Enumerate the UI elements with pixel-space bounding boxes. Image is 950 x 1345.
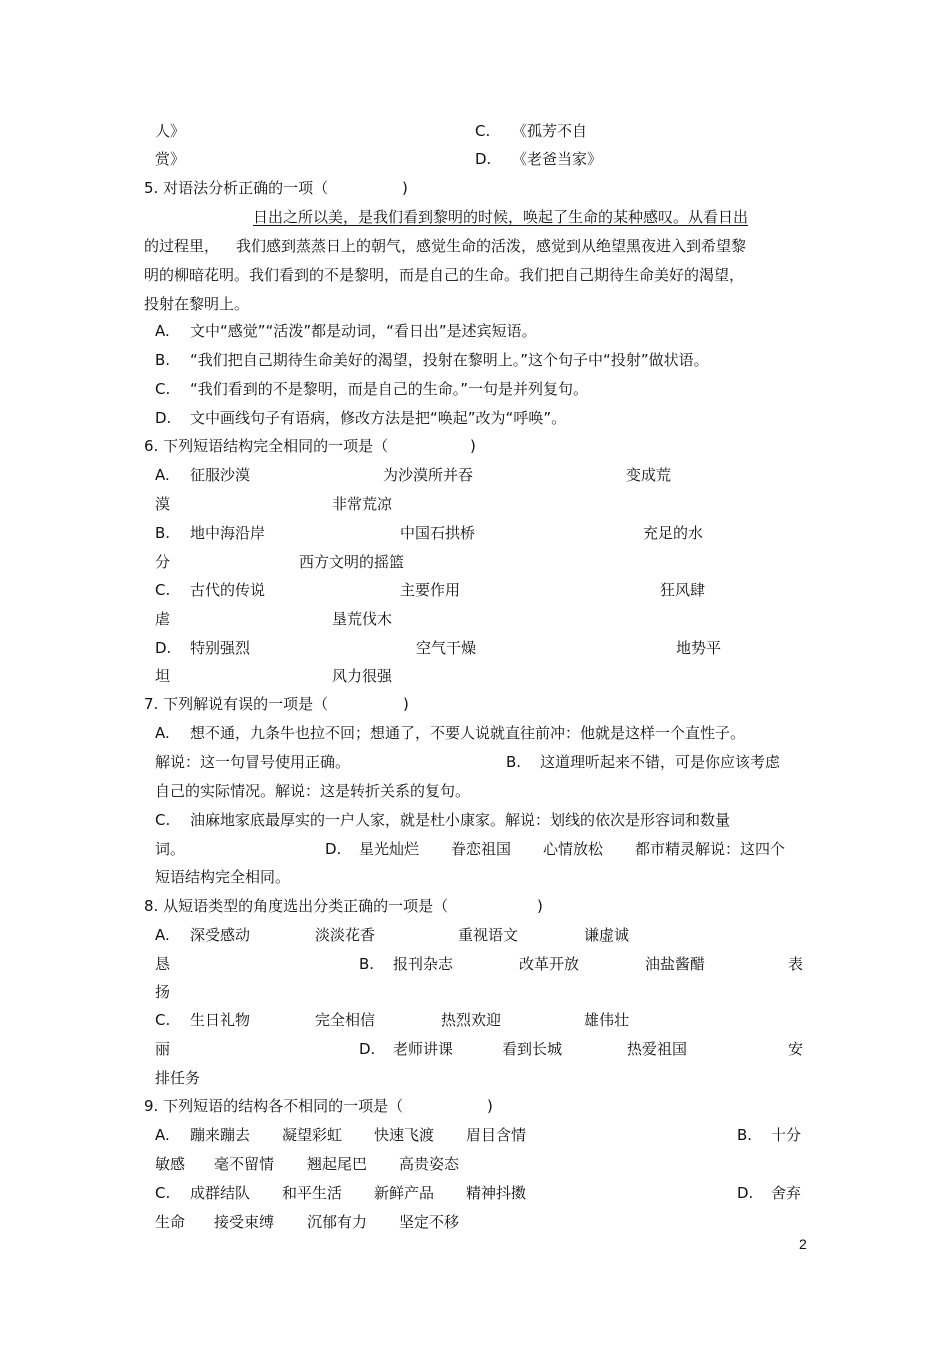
option-letter-d: D. xyxy=(737,1184,754,1202)
passage-line: 的过程里， xyxy=(144,237,220,255)
phrase: 接受束缚 xyxy=(214,1213,275,1231)
option-letter-c: C. xyxy=(155,1184,171,1202)
phrase: 西方文明的摇篮 xyxy=(299,553,405,571)
answer-paren-close: ) xyxy=(537,897,543,915)
answer-paren-close: ) xyxy=(487,1097,493,1115)
phrase: 特别强烈 xyxy=(190,639,251,657)
phrase: 凝望彩虹 xyxy=(282,1126,343,1144)
question-7-stem: 7. 下列解说有误的一项是（ xyxy=(144,695,329,713)
q4-option-d-text: 《老爸当家》 xyxy=(512,150,603,168)
q4-option-text-cont: 人》 xyxy=(155,122,186,140)
phrase: 风力很强 xyxy=(332,667,393,685)
explanation-text: 自己的实际情况。解说：这是转折关系的复句。 xyxy=(155,782,471,800)
phrase: 安 xyxy=(788,1040,804,1058)
phrase: 主要作用 xyxy=(400,581,461,599)
phrase: 毫不留情 xyxy=(214,1155,275,1173)
phrase-cont: 词。 xyxy=(155,840,186,858)
phrase: 重视语文 xyxy=(458,926,519,944)
passage-line: 明的柳暗花明。我们看到的不是黎明，而是自己的生命。我们把自己期待生命美好的渴望， xyxy=(144,266,745,284)
phrase: 非常荒凉 xyxy=(332,495,393,513)
phrase: 快速飞渡 xyxy=(374,1126,435,1144)
option-letter-d: D. xyxy=(359,1040,376,1058)
option-d-text: 文中画线句子有语病，修改方法是把“唤起”改为“呼唤”。 xyxy=(190,409,567,427)
phrase: 老师讲课 xyxy=(393,1040,454,1058)
option-c-text: 油麻地家底最厚实的一户人家，就是杜小康家。解说：划线的依次是形容词和数量 xyxy=(190,811,731,829)
option-letter-a: A. xyxy=(155,724,170,742)
question-6-stem: 6. 下列短语结构完全相同的一项是（ xyxy=(144,437,389,455)
phrase-cont: 敏感 xyxy=(155,1155,186,1173)
phrase: 油盐酱醋 xyxy=(645,955,706,973)
phrase: 为沙漠所并吞 xyxy=(383,466,474,484)
q4-option-c-text: 《孤芳不自 xyxy=(512,122,588,140)
phrase-cont: 虐 xyxy=(155,610,171,628)
phrase: 热烈欢迎 xyxy=(441,1011,502,1029)
phrase: 新鲜产品 xyxy=(374,1184,435,1202)
phrase: 眷恋祖国 xyxy=(451,840,512,858)
option-b-text: “我们把自己期待生命美好的渴望，投射在黎明上。”这个句子中“投射”做状语。 xyxy=(190,351,709,369)
passage-line: 投射在黎明上。 xyxy=(144,295,250,313)
phrase: 垦荒伐木 xyxy=(332,610,393,628)
phrase: 完全相信 xyxy=(315,1011,376,1029)
question-5-stem: 5. 对语法分析正确的一项（ xyxy=(144,179,329,197)
explanation-text: 解说：这一句冒号使用正确。 xyxy=(155,753,351,771)
phrase: 报刊杂志 xyxy=(393,955,454,973)
phrase: 淡淡花香 xyxy=(315,926,376,944)
option-letter-c: C. xyxy=(155,581,171,599)
option-c-text: “我们看到的不是黎明，而是自己的生命。”一句是并列复句。 xyxy=(190,380,589,398)
question-8-stem: 8. 从短语类型的角度选出分类正确的一项是（ xyxy=(144,897,449,915)
phrase: 坚定不移 xyxy=(399,1213,460,1231)
phrase-cont: 扬 xyxy=(155,983,171,1001)
option-letter-d: D. xyxy=(155,639,172,657)
phrase-cont: 漠 xyxy=(155,495,171,513)
phrase: 翘起尾巴 xyxy=(307,1155,368,1173)
phrase: 眉目含情 xyxy=(466,1126,527,1144)
phrase: 和平生活 xyxy=(282,1184,343,1202)
passage-underlined-sentence: 日出之所以美，是我们看到黎明的时候，唤起了生命的某种感叹。从看日出 xyxy=(253,208,749,226)
option-letter-d: D. xyxy=(325,840,342,858)
option-letter-b: B. xyxy=(506,753,522,771)
phrase: 地中海沿岸 xyxy=(190,524,266,542)
answer-paren-close: ) xyxy=(403,695,409,713)
option-letter-b: B. xyxy=(737,1126,753,1144)
phrase: 狂风肆 xyxy=(660,581,706,599)
phrase: 热爱祖国 xyxy=(627,1040,688,1058)
phrase-cont: 丽 xyxy=(155,1040,171,1058)
phrase: 成群结队 xyxy=(190,1184,251,1202)
phrase: 地势平 xyxy=(676,639,722,657)
phrase: 精神抖擞 xyxy=(466,1184,527,1202)
phrase: 充足的水 xyxy=(643,524,704,542)
answer-paren-close: ) xyxy=(470,437,476,455)
phrase: 蹦来蹦去 xyxy=(190,1126,251,1144)
option-letter-c: C. xyxy=(155,811,171,829)
phrase: 中国石拱桥 xyxy=(400,524,476,542)
option-letter-a: A. xyxy=(155,322,170,340)
option-b-text: 这道理听起来不错，可是你应该考虑 xyxy=(540,753,781,771)
option-letter-b: B. xyxy=(359,955,375,973)
option-letter-a: A. xyxy=(155,1126,170,1144)
phrase: 生日礼物 xyxy=(190,1011,251,1029)
q4-option-c-letter: C. xyxy=(475,122,491,140)
option-letter-a: A. xyxy=(155,926,170,944)
phrase-cont: 恳 xyxy=(155,955,171,973)
phrase: 谦虚诚 xyxy=(584,926,630,944)
phrase: 改革开放 xyxy=(519,955,580,973)
phrase: 表 xyxy=(788,955,804,973)
option-letter-b: B. xyxy=(155,351,171,369)
option-letter-a: A. xyxy=(155,466,170,484)
option-a-text: 想不通，九条牛也拉不回；想通了，不要人说就直往前冲：他就是这样一个直性子。 xyxy=(190,724,746,742)
phrase: 十分 xyxy=(771,1126,802,1144)
q4-option-d-letter: D. xyxy=(475,150,492,168)
phrase: 深受感动 xyxy=(190,926,251,944)
phrase: 雄伟壮 xyxy=(584,1011,630,1029)
passage-line: 我们感到蒸蒸日上的朝气，感觉生命的活泼，感觉到从绝望黑夜进入到希望黎 xyxy=(236,237,747,255)
phrase: 古代的传说 xyxy=(190,581,266,599)
phrase: 沉郁有力 xyxy=(307,1213,368,1231)
phrase: 星光灿烂 xyxy=(359,840,420,858)
question-9-stem: 9. 下列短语的结构各不相同的一项是（ xyxy=(144,1097,404,1115)
explanation-text: 短语结构完全相同。 xyxy=(155,868,291,886)
phrase: 舍弃 xyxy=(771,1184,802,1202)
phrase-cont: 分 xyxy=(155,553,171,571)
page-number: 2 xyxy=(799,1236,807,1252)
phrase: 都市精灵解说：这四个 xyxy=(635,840,786,858)
q4-option-text-cont: 赏》 xyxy=(155,150,186,168)
option-a-text: 文中“感觉”“活泼”都是动词，“看日出”是述宾短语。 xyxy=(190,322,537,340)
option-letter-c: C. xyxy=(155,1011,171,1029)
option-letter-b: B. xyxy=(155,524,171,542)
phrase: 看到长城 xyxy=(502,1040,563,1058)
phrase: 心情放松 xyxy=(543,840,604,858)
phrase-cont: 生命 xyxy=(155,1213,186,1231)
answer-paren-close: ) xyxy=(402,179,408,197)
phrase: 空气干燥 xyxy=(416,639,477,657)
phrase-cont: 排任务 xyxy=(155,1069,201,1087)
phrase: 变成荒 xyxy=(626,466,672,484)
phrase: 高贵姿态 xyxy=(399,1155,460,1173)
phrase-cont: 坦 xyxy=(155,667,171,685)
phrase: 征服沙漠 xyxy=(190,466,251,484)
option-letter-d: D. xyxy=(155,409,172,427)
option-letter-c: C. xyxy=(155,380,171,398)
